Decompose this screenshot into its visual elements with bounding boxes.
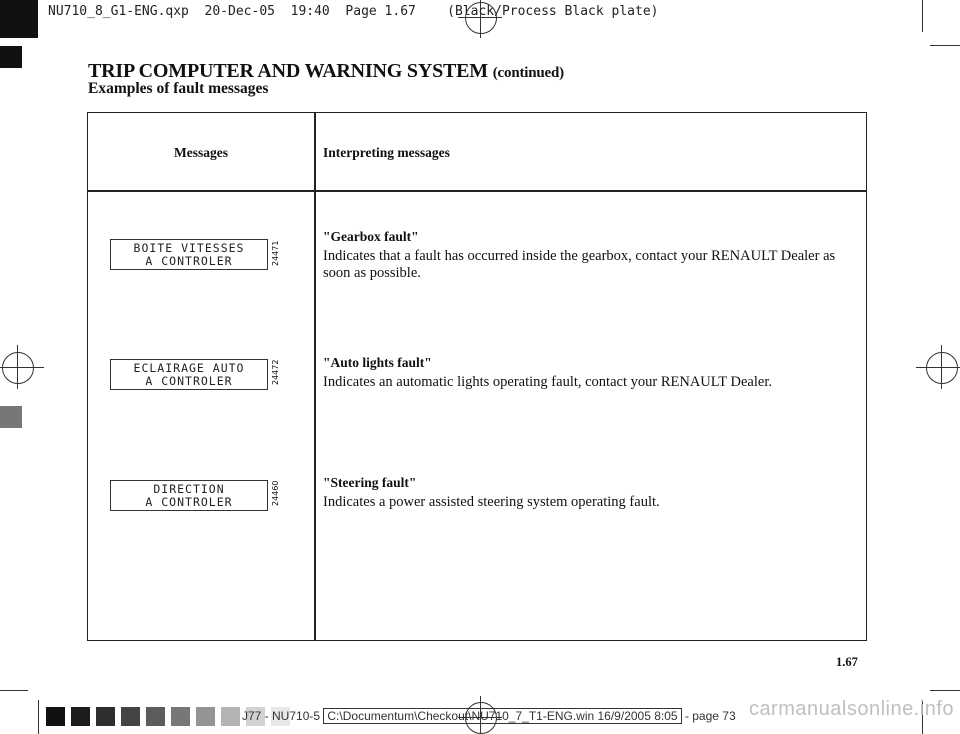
message-title: "Steering fault" bbox=[323, 475, 417, 490]
page-number: 1.67 bbox=[836, 655, 858, 669]
page-title-suffix: (continued) bbox=[492, 65, 564, 81]
figure-reference: 24460 bbox=[271, 480, 280, 506]
message-text: Indicates a power assisted steering system operating fault. bbox=[323, 494, 660, 510]
table-header-divider bbox=[88, 190, 866, 192]
registration-square-top-left bbox=[0, 0, 38, 38]
print-slug: NU710_8_G1-ENG.qxp 20-Dec-05 19:40 Page 1.67 (Black/Process Black plate) bbox=[48, 4, 659, 19]
crop-mark bbox=[922, 0, 923, 32]
crop-mark bbox=[930, 690, 960, 691]
color-bar-swatch bbox=[146, 707, 165, 726]
dashboard-display bbox=[110, 359, 268, 390]
display-line-2: A CONTROLER bbox=[145, 254, 233, 268]
header-messages: Messages bbox=[174, 145, 228, 160]
registration-square-left bbox=[0, 46, 22, 68]
display-line-1: BOITE VITESSES bbox=[133, 241, 245, 255]
display-line-1: DIRECTION bbox=[153, 482, 225, 496]
registration-square-gray bbox=[0, 406, 22, 428]
footer-file-path: C:\Documentum\Checkout\NU710_7_T1-ENG.win 16/9/2005 8:05 bbox=[323, 708, 681, 724]
display-line-2: A CONTROLER bbox=[145, 374, 233, 388]
registration-target-icon bbox=[916, 367, 960, 368]
color-bar-swatch bbox=[96, 707, 115, 726]
figure-reference: 24472 bbox=[271, 359, 280, 385]
header-interpreting-messages: Interpreting messages bbox=[323, 145, 450, 160]
color-bar-swatch bbox=[196, 707, 215, 726]
figure-reference: 24471 bbox=[271, 240, 280, 266]
crop-mark bbox=[930, 45, 960, 46]
footer-info bbox=[242, 709, 736, 723]
message-text: Indicates that a fault has occurred inside the gearbox, contact your RENAULT Dealer as soon as possible. bbox=[323, 248, 836, 281]
footer-page-text: - page 73 bbox=[684, 709, 736, 723]
fault-messages-table bbox=[87, 112, 867, 641]
display-line-1: ECLAIRAGE AUTO bbox=[133, 361, 245, 375]
registration-target-icon bbox=[941, 345, 942, 389]
page-subtitle: Examples of fault messages bbox=[88, 80, 269, 97]
color-bar-swatch bbox=[71, 707, 90, 726]
table-column-divider bbox=[314, 113, 316, 640]
registration-target-icon bbox=[2, 352, 34, 384]
footer-left-text: J77 - NU710-5 bbox=[242, 709, 321, 723]
registration-target-icon bbox=[17, 345, 18, 389]
message-text: Indicates an automatic lights operating fault, contact your RENAULT Dealer. bbox=[323, 374, 772, 390]
color-bar-swatch bbox=[46, 707, 65, 726]
watermark: carmanualsonline.info bbox=[748, 698, 954, 720]
color-bar-swatch bbox=[171, 707, 190, 726]
crop-mark bbox=[0, 690, 28, 691]
dashboard-display bbox=[110, 480, 268, 511]
registration-target-icon bbox=[926, 352, 958, 384]
display-line-2: A CONTROLER bbox=[145, 495, 233, 509]
color-bar-swatch bbox=[221, 707, 240, 726]
registration-target-icon bbox=[0, 367, 44, 368]
color-bar-swatch bbox=[121, 707, 140, 726]
message-title: "Gearbox fault" bbox=[323, 229, 419, 244]
dashboard-display bbox=[110, 239, 268, 270]
page-title-text: TRIP COMPUTER AND WARNING SYSTEM bbox=[88, 60, 488, 82]
crop-mark bbox=[38, 700, 39, 734]
message-title: "Auto lights fault" bbox=[323, 355, 432, 370]
